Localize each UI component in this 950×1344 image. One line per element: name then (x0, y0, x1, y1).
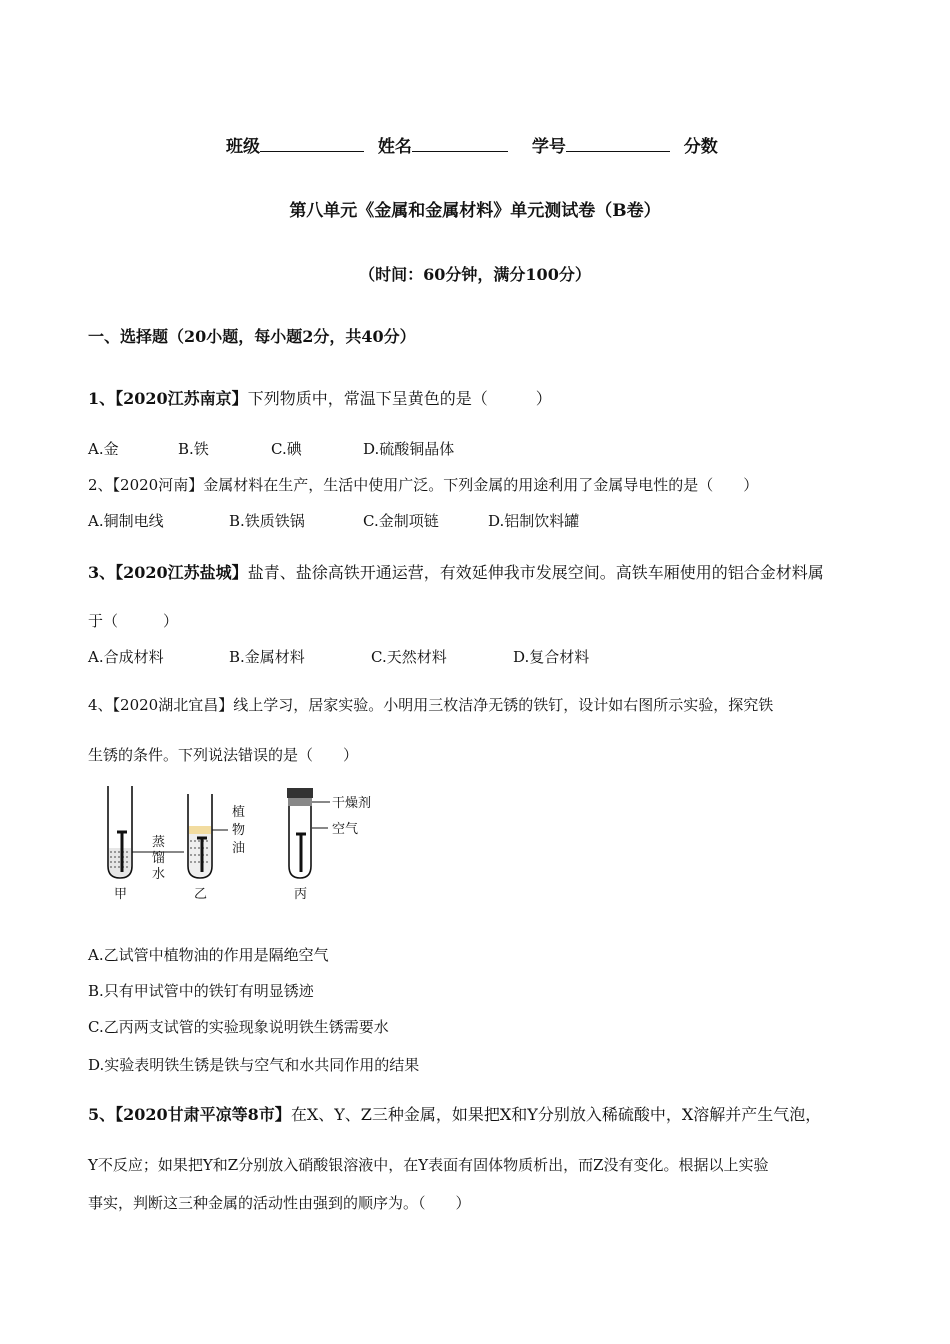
question-5-continued: Y不反应；如果把Y和Z分别放入硝酸银溶液中，在Y表面有固体物质析出，而Z没有变化。根据以上实验 (88, 1156, 769, 1174)
student-info-line (226, 132, 718, 157)
option-d[interactable]: D.复合材料 (513, 648, 590, 666)
question-text: 线上学习，居家实验。小明用三枚洁净无锈的铁钉，设计如右图所示实验，探究铁 (233, 696, 774, 714)
question-source: 【2020江苏盐城】 (115, 563, 248, 582)
question-1-options (88, 438, 454, 459)
student-id-label: 学号 (531, 137, 566, 157)
question-4-continued: 生锈的条件。下列说法错误的是（ ） (88, 746, 359, 764)
option-d[interactable]: D.硫酸铜晶体 (363, 440, 455, 458)
label-oil-2: 物 (232, 823, 246, 838)
section-heading: 一、选择题（20小题，每小题2分，共40分） (88, 327, 416, 346)
name-blank[interactable] (412, 137, 508, 152)
option-d[interactable]: D.实验表明铁生锈是铁与空气和水共同作用的结果 (88, 1056, 420, 1074)
option-a[interactable]: A.合成材料 (88, 648, 164, 666)
student-id-blank[interactable] (566, 137, 670, 152)
question-2 (88, 474, 758, 495)
question-text: 在X、Y、Z三种金属，如果把X和Y分别放入稀硫酸中，X溶解并产生气泡， (290, 1105, 822, 1124)
label-air: 空气 (332, 822, 359, 837)
question-3-options (88, 646, 589, 667)
label-oil-1: 植 (232, 805, 246, 820)
question-source: 【2020江苏南京】 (115, 389, 248, 408)
option-a[interactable]: A.金 (88, 440, 119, 458)
label-water-1: 蒸 (152, 835, 166, 850)
question-text: 金属材料在生产，生活中使用广泛。下列金属的用途利用了金属导电性的是（ ） (203, 476, 759, 494)
question-number: 5、 (88, 1105, 116, 1124)
option-c[interactable]: C.天然材料 (371, 648, 447, 666)
question-text: 盐青、盐徐高铁开通运营，有效延伸我市发展空间。高铁车厢使用的铝合金材料属 (247, 563, 824, 582)
page-title: 第八单元《金属和金属材料》单元测试卷（B卷） (289, 201, 661, 221)
option-b[interactable]: B.金属材料 (229, 648, 305, 666)
option-c[interactable]: C.乙丙两支试管的实验现象说明铁生锈需要水 (88, 1018, 389, 1036)
label-oil-3: 油 (232, 841, 246, 856)
option-c[interactable]: C.碘 (271, 440, 302, 458)
question-3 (88, 560, 824, 583)
option-c[interactable]: C.金制项链 (363, 512, 439, 530)
class-label: 班级 (226, 137, 260, 157)
option-b[interactable]: B.只有甲试管中的铁钉有明显锈迹 (88, 982, 314, 1000)
option-b[interactable]: B.铁质铁锅 (229, 512, 305, 530)
question-3-continued: 于（ ） (88, 612, 179, 630)
option-d[interactable]: D.铝制饮料罐 (488, 512, 580, 530)
label-desiccant: 干燥剂 (332, 796, 372, 811)
question-1 (88, 386, 552, 409)
option-a[interactable]: A.铜制电线 (88, 512, 164, 530)
question-text: 下列物质中，常温下呈黄色的是（ ） (247, 389, 552, 408)
question-source: 【2020湖北宜昌】 (112, 696, 234, 714)
question-number: 1、 (88, 389, 116, 408)
option-a[interactable]: A.乙试管中植物油的作用是隔绝空气 (88, 946, 329, 964)
question-source: 【2020甘肃平凉等8市】 (115, 1105, 291, 1124)
tube-yi (188, 794, 212, 878)
question-5 (88, 1102, 821, 1125)
class-blank[interactable] (260, 137, 364, 152)
question-source: 【2020河南】 (112, 476, 204, 494)
question-number: 4、 (88, 696, 113, 714)
question-5-continued-2: 事实，判断这三种金属的活动性由强到的顺序为。（ ） (88, 1194, 471, 1212)
score-label: 分数 (683, 137, 718, 157)
tube-jia (108, 786, 132, 878)
option-b[interactable]: B.铁 (178, 440, 209, 458)
name-label: 姓名 (377, 137, 412, 157)
label-water-3: 水 (152, 867, 166, 882)
tube-label-jia: 甲 (114, 887, 128, 902)
question-2-options (88, 510, 579, 531)
label-water-2: 馏 (152, 851, 166, 866)
tube-label-bing: 丙 (294, 887, 308, 902)
page-subtitle: （时间：60分钟，满分100分） (359, 265, 591, 284)
question-number: 3、 (88, 563, 116, 582)
tube-bing (287, 788, 313, 878)
question-number: 2、 (88, 476, 113, 494)
test-tube-figure (100, 786, 380, 906)
tube-label-yi: 乙 (194, 887, 208, 902)
question-4 (88, 694, 773, 715)
